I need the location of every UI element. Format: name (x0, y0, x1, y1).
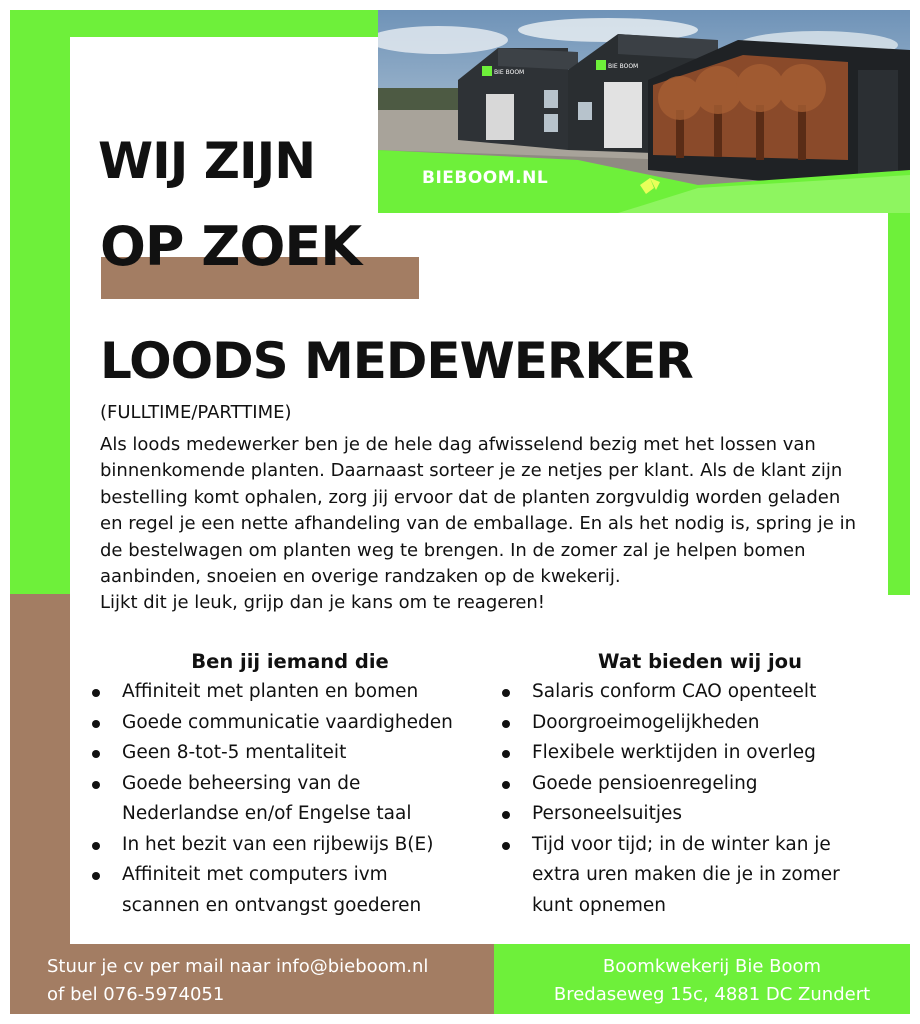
list-item-text: Affiniteit met planten en bomen (122, 681, 419, 702)
left-sign-text: BIE BOOM (494, 69, 525, 76)
headline-line1: WIJ ZIJN (98, 132, 316, 190)
description-line: bestelling komt ophalen, zorg jij ervoor dat de planten zorgvuldig worden geladen (100, 486, 841, 508)
bullet-icon (92, 720, 100, 728)
list-item-text: Personeelsuitjes (532, 803, 682, 824)
list-item-text: scannen en ontvangst goederen (122, 894, 422, 916)
job-description (100, 432, 890, 617)
company-address: Bredaseweg 15c, 4881 DC Zundert (553, 984, 871, 1005)
description-line: Lijkt dit je leuk, grijp dan je kans om te reageren! (100, 592, 546, 614)
contact-phone-line: of bel 076-5974051 (47, 984, 225, 1005)
list-item (90, 738, 500, 769)
list-item-text: Nederlandse en/of Engelse taal (122, 803, 412, 824)
list-item (500, 708, 885, 739)
list-item-text: Goede communicatie vaardigheden (122, 711, 453, 733)
bullet-icon (92, 689, 100, 697)
list-item-text: Salaris conform CAO openteelt (532, 681, 817, 702)
description-line: binnenkomende planten. Daarnaast sorteer je ze netjes per klant. Als de klant zijn (100, 460, 843, 482)
list-item-text: In het bezit van een rijbewijs B(E) (122, 833, 434, 855)
list-item (500, 830, 885, 922)
offer-list (500, 677, 885, 921)
requirements-heading: Ben jij iemand die (191, 650, 389, 673)
list-item-text: Tijd voor tijd; in de winter kan je (532, 833, 831, 855)
bullet-icon (502, 689, 510, 697)
bullet-icon (502, 720, 510, 728)
bullet-icon (502, 811, 510, 819)
offer-heading: Wat bieden wij jou (598, 650, 802, 673)
bullet-icon (502, 781, 510, 789)
list-item (500, 799, 885, 830)
contact-info (47, 953, 428, 1009)
job-type: (FULLTIME/PARTTIME) (100, 402, 292, 423)
description-line: Als loods medewerker ben je de hele dag afwisselend bezig met het lossen van (100, 434, 816, 455)
requirements-column (90, 650, 500, 921)
list-item-text: Flexibele werktijden in overleg (532, 742, 816, 763)
description-line: en regel je een nette afhandeling van de emballage. En als het nodig is, spring je in (100, 513, 856, 535)
list-item-text: Doorgroeimogelijkheden (532, 711, 760, 733)
bullet-icon (92, 781, 100, 789)
job-title: LOODS MEDEWERKER (100, 332, 693, 390)
company-info (494, 953, 920, 1009)
list-item (500, 769, 885, 800)
requirements-list (90, 677, 500, 921)
bullet-icon (92, 750, 100, 758)
offer-column (500, 650, 885, 921)
headline-line2: OP ZOEK (100, 215, 362, 278)
list-item (90, 769, 500, 830)
bullet-icon (92, 872, 100, 880)
list-item-text: extra uren maken die je in zomer (532, 864, 840, 885)
list-item (90, 677, 500, 708)
list-item (500, 738, 885, 769)
photo-caption: BIEBOOM.NL (422, 168, 549, 188)
list-item (90, 830, 500, 861)
bullet-icon (92, 842, 100, 850)
list-item-text: Affiniteit met computers ivm (122, 864, 388, 885)
bullet-icon (502, 842, 510, 850)
right-sign-text: BIE BOOM (608, 63, 639, 70)
description-line: de bestelwagen om planten weg te brengen. In de zomer zal je helpen bomen (100, 539, 806, 561)
list-item-text: Geen 8-tot-5 mentaliteit (122, 742, 347, 763)
bullet-icon (502, 750, 510, 758)
list-item-text: Goede beheersing van de (122, 772, 361, 794)
list-item (90, 860, 500, 921)
building-photo (378, 10, 910, 213)
list-item (500, 677, 885, 708)
list-item-text: Goede pensioenregeling (532, 772, 758, 794)
description-line: aanbinden, snoeien en overige randzaken op de kwekerij. (100, 566, 621, 588)
company-name: Boomkwekerij Bie Boom (602, 956, 822, 977)
contact-email-line: Stuur je cv per mail naar info@bieboom.nl (47, 956, 429, 977)
list-item-text: kunt opnemen (532, 894, 667, 916)
list-item (90, 708, 500, 739)
